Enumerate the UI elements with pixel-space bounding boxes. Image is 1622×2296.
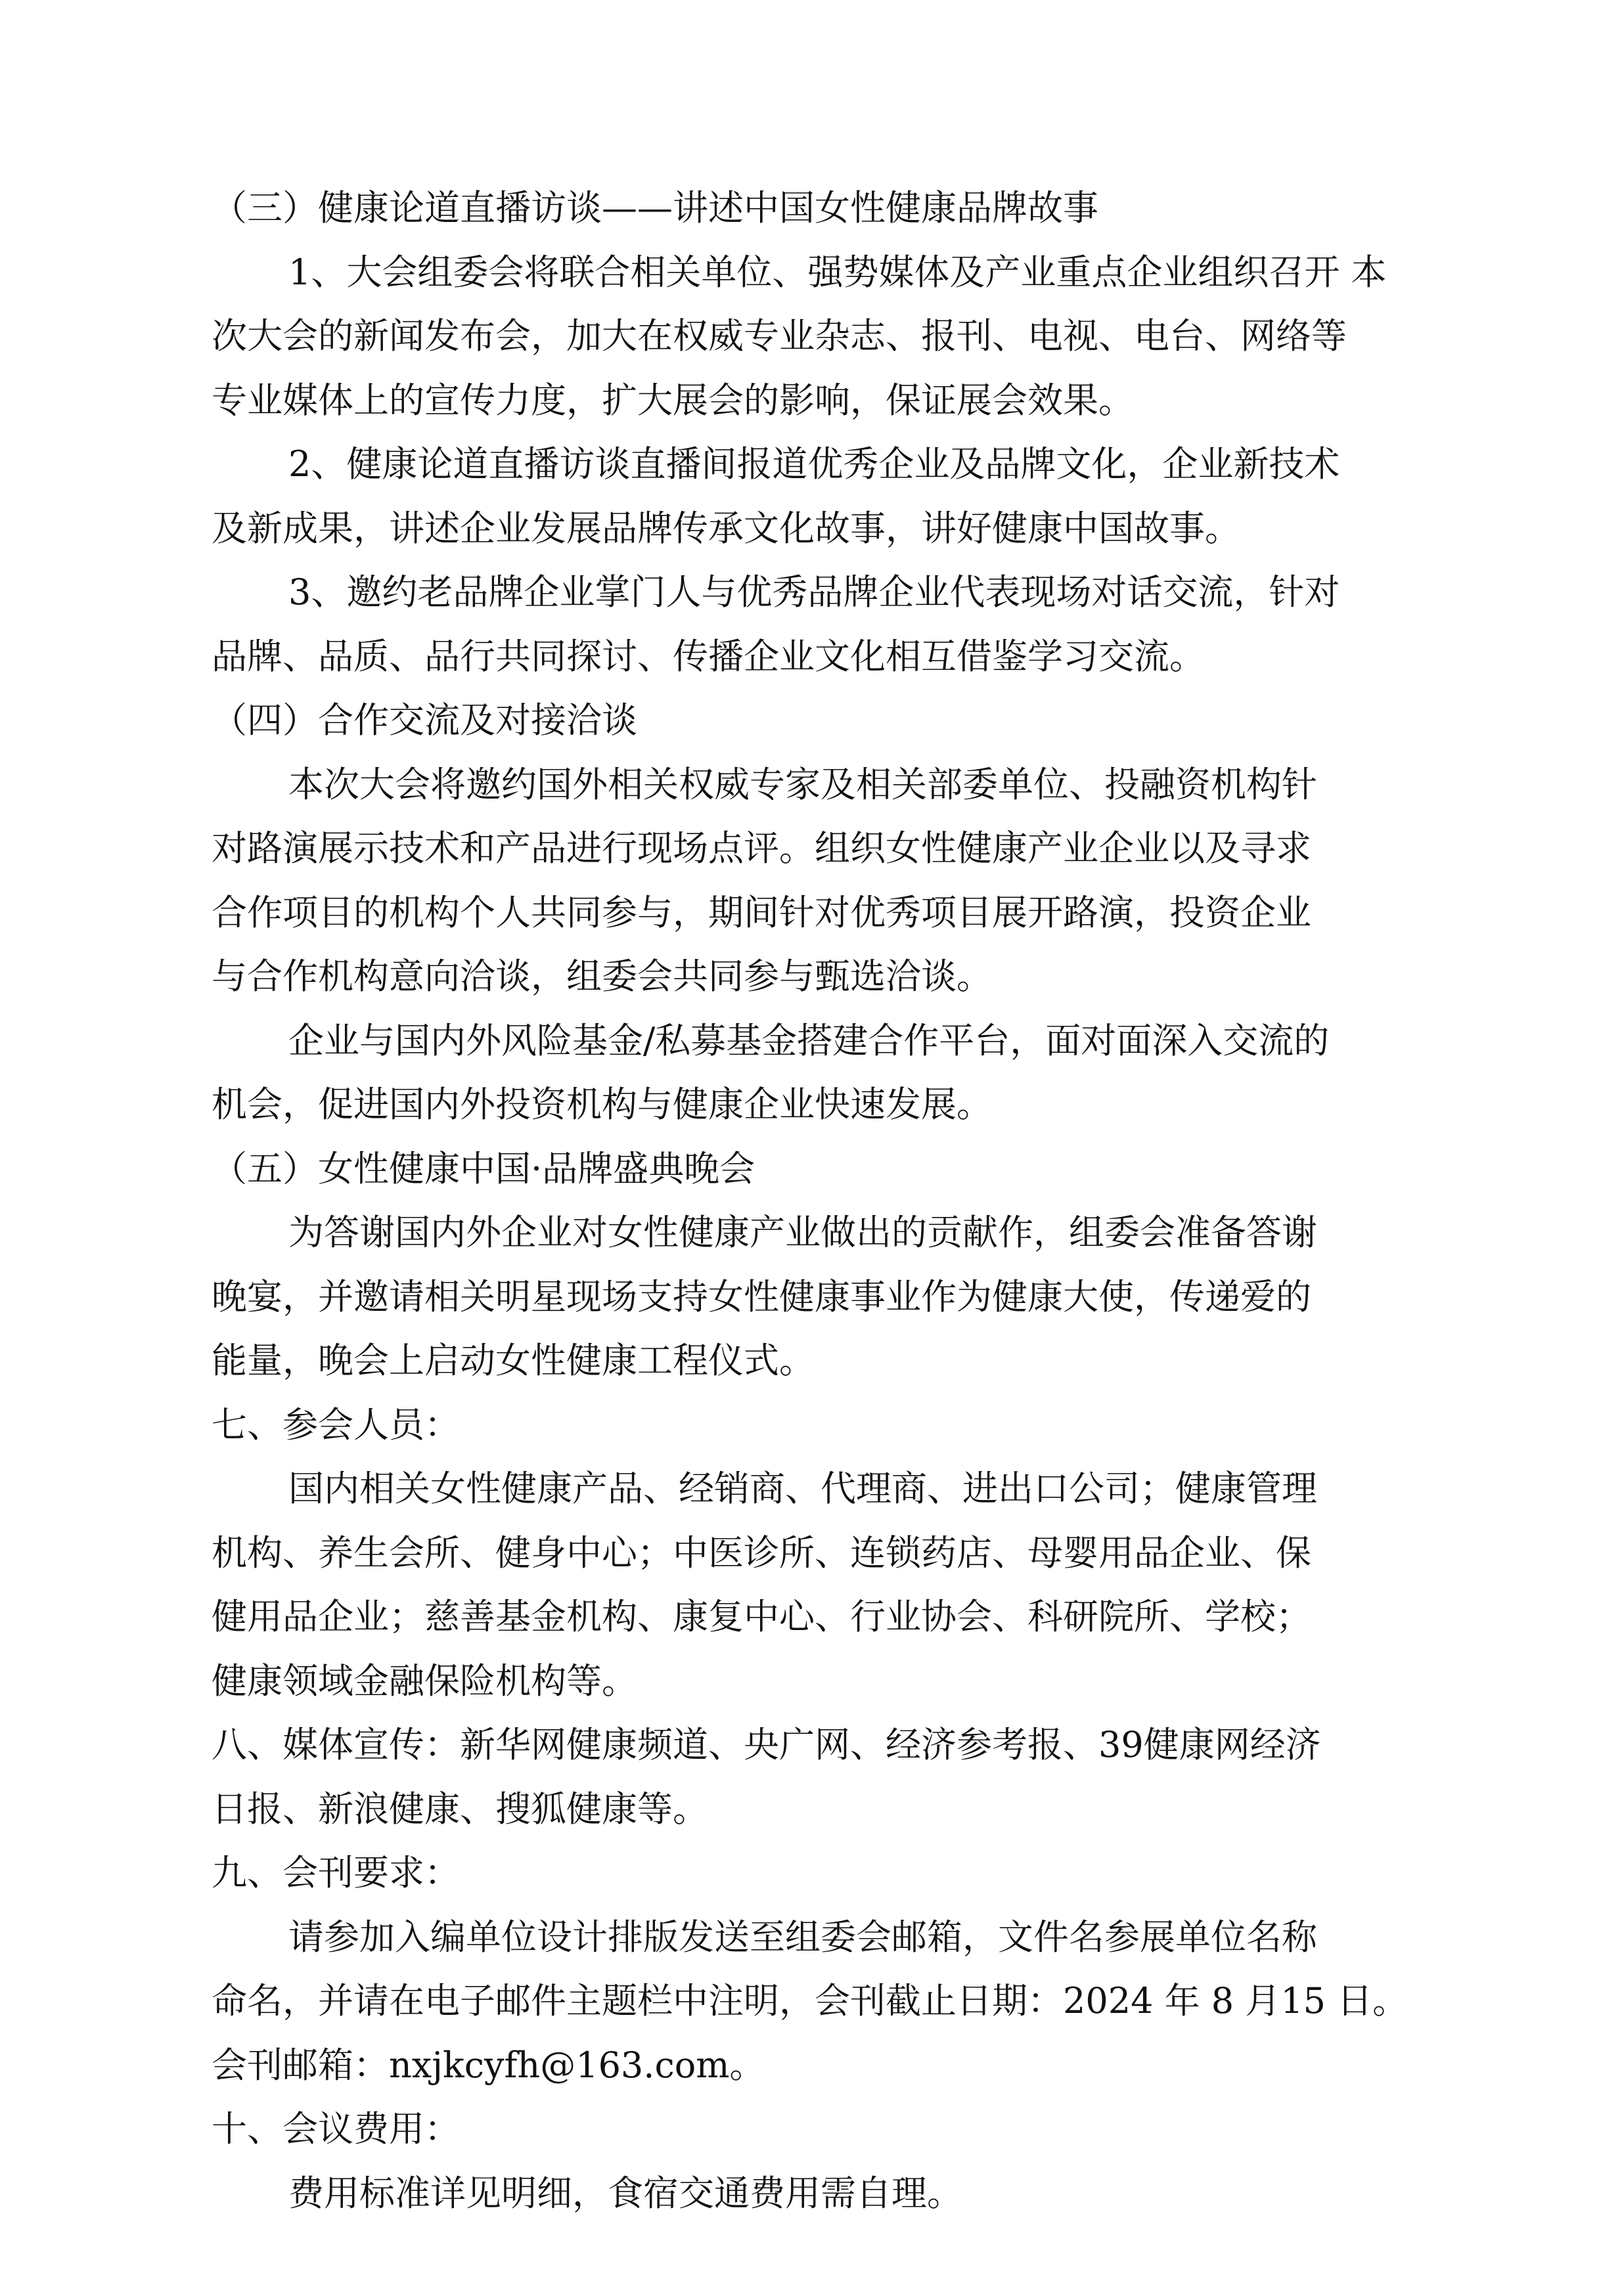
section-heading-fees: 十、会议费用： bbox=[212, 2108, 460, 2150]
paragraph-line: 健康领域金融保险机构等。 bbox=[212, 1660, 637, 1702]
paragraph-line: 为答谢国内外企业对女性健康产业做出的贡献作，组委会准备答谢 bbox=[288, 1212, 1317, 1253]
paragraph-line: 3、邀约老品牌企业掌门人与优秀品牌企业代表现场对话交流，针对 bbox=[288, 571, 1340, 613]
paragraph-line: 2、健康论道直播访谈直播间报道优秀企业及品牌文化，企业新技术 bbox=[288, 443, 1340, 485]
paragraph-line: 晚宴，并邀请相关明星现场支持女性健康事业作为健康大使，传递爱的 bbox=[212, 1275, 1311, 1317]
section-heading-attendees: 七、参会人员： bbox=[212, 1403, 460, 1446]
paragraph-line: 与合作机构意向洽谈，组委会共同参与甄选洽谈。 bbox=[212, 956, 992, 997]
paragraph-line: 及新成果，讲述企业发展品牌传承文化故事，讲好健康中国故事。 bbox=[212, 507, 1240, 549]
paragraph-line: 次大会的新闻发布会，加大在权威专业杂志、报刊、电视、电台、网络等 bbox=[212, 315, 1347, 357]
section-heading-journal: 九、会刊要求： bbox=[212, 1852, 460, 1893]
paragraph-line: 命名，并请在电子邮件主题栏中注明，会刊截止日期：2024 年 8 月15 日。 bbox=[212, 1980, 1408, 2021]
paragraph-line: 请参加入编单位设计排版发送至组委会邮箱，文件名参展单位名称 bbox=[288, 1916, 1317, 1958]
paragraph-line: 能量，晚会上启动女性健康工程仪式。 bbox=[212, 1340, 815, 1381]
section-heading-gala: （五）女性健康中国·品牌盛典晚会 bbox=[212, 1147, 755, 1189]
paragraph-line: 本次大会将邀约国外相关权威专家及相关部委单位、投融资机构针 bbox=[288, 763, 1317, 805]
paragraph-line: 1、大会组委会将联合相关单位、强势媒体及产业重点企业组织召开 本 bbox=[288, 251, 1387, 293]
paragraph-line: 品牌、品质、品行共同探讨、传播企业文化相互借鉴学习交流。 bbox=[212, 635, 1205, 677]
paragraph-line: 机构、养生会所、健身中心；中医诊所、连锁药店、母婴用品企业、保 bbox=[212, 1532, 1311, 1574]
section-heading-cooperation: （四）合作交流及对接洽谈 bbox=[212, 699, 637, 741]
paragraph-line: 合作项目的机构个人共同参与，期间针对优秀项目展开路演，投资企业 bbox=[212, 891, 1311, 933]
paragraph-line: 健用品企业；慈善基金机构、康复中心、行业协会、科研院所、学校； bbox=[212, 1596, 1311, 1637]
paragraph-line: 日报、新浪健康、搜狐健康等。 bbox=[212, 1788, 708, 1830]
document-body bbox=[212, 176, 1427, 2225]
section-heading-media: 八、媒体宣传：新华网健康频道、央广网、经济参考报、39健康网经济 bbox=[212, 1724, 1321, 1765]
paragraph-line: 费用标准详见明细，食宿交通费用需自理。 bbox=[288, 2172, 962, 2214]
paragraph-line: 国内相关女性健康产品、经销商、代理商、进出口公司；健康管理 bbox=[288, 1468, 1317, 1509]
paragraph-line: 机会，促进国内外投资机构与健康企业快速发展。 bbox=[212, 1084, 992, 1125]
paragraph-line: 对路演展示技术和产品进行现场点评。组织女性健康产业企业以及寻求 bbox=[212, 828, 1311, 869]
paragraph-line: 企业与国内外风险基金/私募基金搭建合作平台，面对面深入交流的 bbox=[288, 1019, 1330, 1061]
section-heading-livestream-interview: （三）健康论道直播访谈——讲述中国女性健康品牌故事 bbox=[212, 187, 1098, 229]
journal-email: 会刊邮箱：nxjkcyfh@163.com。 bbox=[212, 2044, 765, 2086]
paragraph-line: 专业媒体上的宣传力度，扩大展会的影响，保证展会效果。 bbox=[212, 379, 1134, 421]
